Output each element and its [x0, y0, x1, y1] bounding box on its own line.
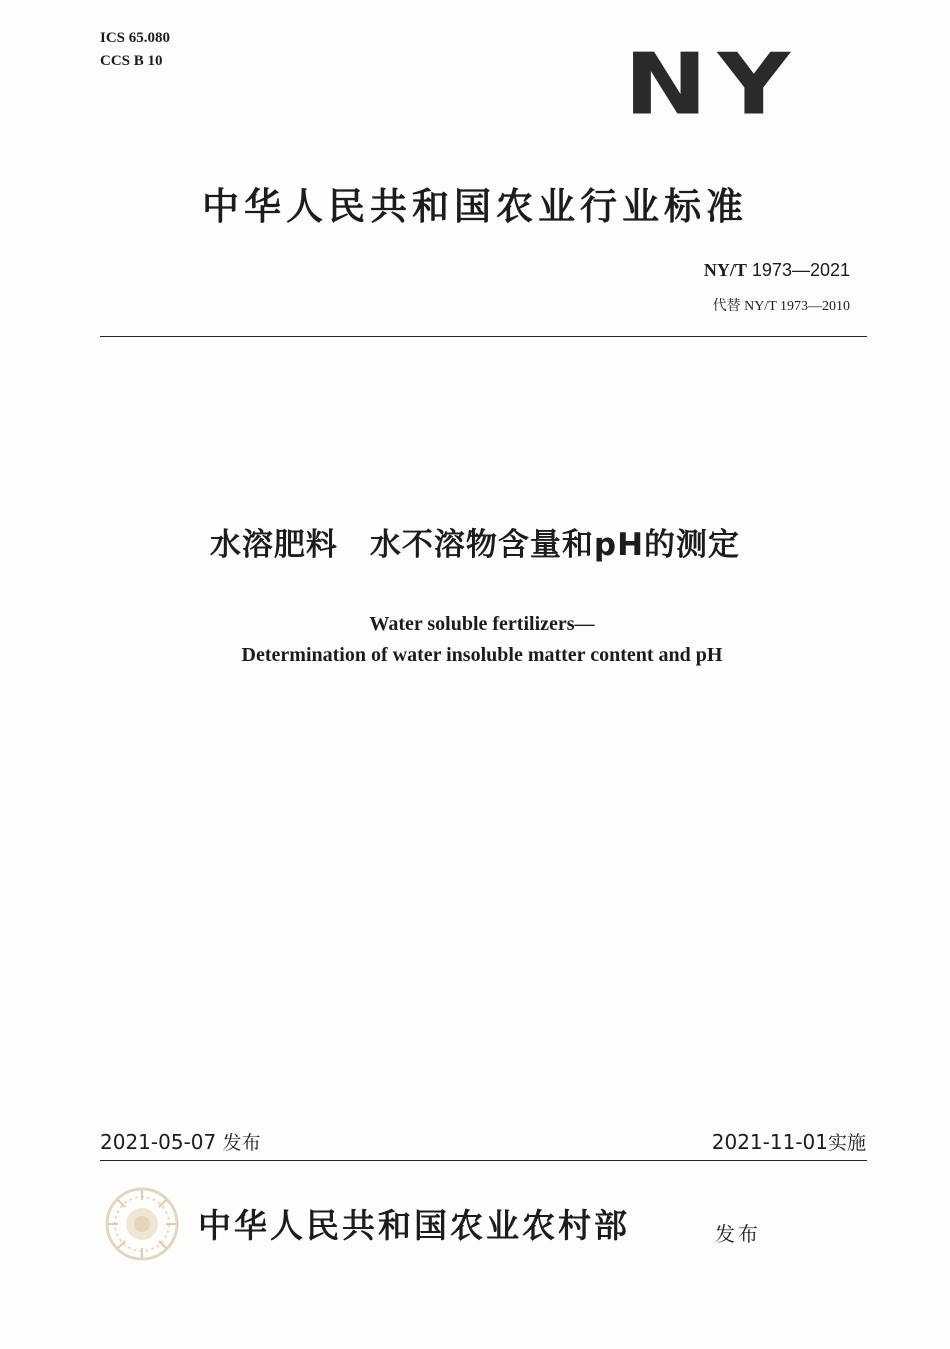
ministry-seal-icon	[104, 1186, 180, 1262]
bottom-divider	[100, 1160, 867, 1161]
ics-code: ICS 65.080	[100, 30, 171, 46]
chinese-title: 水溶肥料 水不溶物含量和pH的测定	[209, 527, 741, 563]
ccs-code: CCS B 10	[100, 53, 163, 69]
effective-date-value: 2021-11-01	[711, 1130, 828, 1154]
publish-label: 发布	[715, 1222, 761, 1246]
replaces-standard: 代替 NY/T 1973—2010	[712, 299, 850, 314]
top-divider	[100, 336, 867, 337]
effective-date-label: 实施	[827, 1132, 866, 1154]
issue-date	[100, 1128, 261, 1157]
issuing-ministry: 中华人民共和国农业农村部	[198, 1206, 630, 1245]
standard-number-value: 1973—2021	[751, 260, 850, 280]
english-title-line2: Determination of water insoluble matter content and pH	[241, 644, 723, 666]
standard-number	[704, 258, 850, 282]
ny-logo: NY	[623, 34, 800, 135]
english-title-line1: Water soluble fertilizers—	[369, 613, 595, 635]
issue-date-label: 发布	[222, 1132, 261, 1154]
effective-date	[712, 1128, 866, 1157]
standard-number-prefix: NY/T	[703, 260, 747, 280]
standard-category-title: 中华人民共和国农业行业标准	[202, 185, 748, 228]
issue-date-value: 2021-05-07	[100, 1130, 217, 1154]
